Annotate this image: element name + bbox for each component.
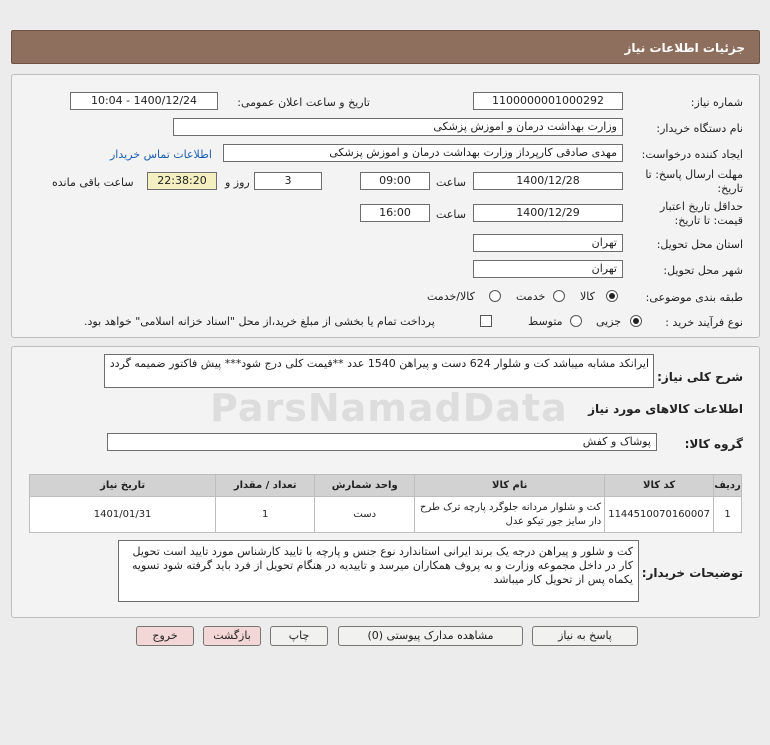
goods-group-label: گروه کالا: (684, 437, 743, 451)
buyer-org-field: وزارت بهداشت درمان و اموزش پزشکی (173, 118, 623, 136)
cell-unit: دست (315, 497, 415, 533)
category-option-goods: کالا (580, 290, 595, 303)
category-radio-goods[interactable] (606, 290, 618, 302)
category-label: طبقه بندی موضوعی: (645, 291, 743, 304)
validity-label-2: قیمت: تا تاریخ: (674, 214, 743, 227)
table-row[interactable] (30, 497, 742, 533)
col-header-code: کد کالا (605, 475, 714, 497)
goods-table-header (30, 475, 742, 497)
process-option-medium: متوسط (528, 315, 563, 328)
cell-qty: 1 (216, 497, 315, 533)
col-header-row: ردیف (714, 475, 742, 497)
goods-table-wrap (29, 474, 742, 533)
validity-time-label: ساعت (436, 208, 466, 221)
process-option-minor: جزیی (596, 315, 622, 328)
summary-label: شرح کلی نیاز: (657, 370, 743, 384)
province-label: استان محل تحویل: (656, 238, 743, 251)
cell-row: 1 (714, 497, 742, 533)
validity-date-field: 1400/12/29 (473, 204, 623, 222)
goods-table (29, 474, 742, 533)
process-radio-medium[interactable] (570, 315, 582, 327)
page-title-bar (11, 30, 760, 64)
need-number-label: شماره نیاز: (690, 96, 743, 109)
need-number-field: 1100000001000292 (473, 92, 623, 110)
payment-note: پرداخت تمام یا بخشی از مبلغ خرید،از محل "اسناد خزانه اسلامی" خواهد بود. (84, 315, 435, 328)
buyer-notes-text: کت و شلور و پیراهن درجه یک برند ایرانی استاندارد نوع جنس و پارچه با تایید کارشناس مورد تایید است تحویل کار در داخل مجموعه وزارت و به پروف همکاران میرسد و تاییدیه در هنگام تحویل از فرد باید گرفته شود تسویه یکماه پس از تحویل کار میباشد (118, 540, 639, 602)
print-button[interactable]: چاپ (270, 626, 328, 646)
exit-button[interactable]: خروج (136, 626, 194, 646)
requester-field: مهدی صادقی کارپرداز وزارت بهداشت درمان و اموزش پزشکی (223, 144, 623, 162)
category-radio-goods-service[interactable] (489, 290, 501, 302)
days-field: 3 (254, 172, 322, 190)
send-deadline-label-2: تاریخ: (717, 182, 743, 195)
goods-group-field: پوشاک و کفش (107, 433, 657, 451)
send-time-label: ساعت (436, 176, 466, 189)
requester-label: ایجاد کننده درخواست: (641, 148, 743, 161)
send-deadline-label: مهلت ارسال پاسخ: تا (645, 168, 743, 181)
remaining-time-field: 22:38:20 (147, 172, 217, 190)
category-radio-service[interactable] (553, 290, 565, 302)
validity-label: حداقل تاریخ اعتبار (659, 200, 743, 213)
attachments-button[interactable]: مشاهده مدارک پیوستی (0) (338, 626, 523, 646)
remaining-label: ساعت باقی مانده (52, 176, 134, 189)
province-field: تهران (473, 234, 623, 252)
buyer-contact-link[interactable]: اطلاعات تماس خریدار (110, 148, 212, 161)
goods-section-title: اطلاعات کالاهای مورد نیاز (588, 402, 743, 416)
col-header-qty: تعداد / مقدار (216, 475, 315, 497)
category-option-service: خدمت (516, 290, 546, 303)
city-label: شهر محل تحویل: (663, 264, 743, 277)
validity-time-field: 16:00 (360, 204, 430, 222)
process-label: نوع فرآیند خرید : (665, 316, 743, 329)
col-header-name: نام کالا (415, 475, 605, 497)
cell-date: 1401/01/31 (30, 497, 216, 533)
treasury-checkbox[interactable] (480, 315, 492, 327)
announce-field: 1400/12/24 - 10:04 (70, 92, 218, 110)
send-date-field: 1400/12/28 (473, 172, 623, 190)
cell-code: 1144510070160007 (605, 497, 714, 533)
page-title: جزئیات اطلاعات نیاز (624, 41, 745, 55)
reply-button[interactable]: پاسخ به نیاز (532, 626, 638, 646)
days-label: روز و (225, 176, 250, 189)
cell-name: کت و شلوار مردانه جلوگرد پارچه ترک طرح دار سایز جور تیکو عدل (415, 497, 605, 533)
buyer-org-label: نام دستگاه خریدار: (656, 122, 743, 135)
buyer-notes-label: توضیحات خریدار: (641, 566, 743, 580)
announce-label: تاریخ و ساعت اعلان عمومی: (237, 96, 370, 109)
back-button[interactable]: بازگشت (203, 626, 261, 646)
category-option-goods-service: کالا/خدمت (427, 290, 475, 303)
col-header-unit: واحد شمارش (315, 475, 415, 497)
summary-text: ایرانکد مشابه میباشد کت و شلوار 624 دست و پیراهن 1540 عدد **قیمت کلی درج شود*** پیش فاکتور ضمیمه گردد (104, 354, 654, 388)
city-field: تهران (473, 260, 623, 278)
send-time-field: 09:00 (360, 172, 430, 190)
process-radio-minor[interactable] (630, 315, 642, 327)
col-header-date: تاریخ نیاز (30, 475, 216, 497)
